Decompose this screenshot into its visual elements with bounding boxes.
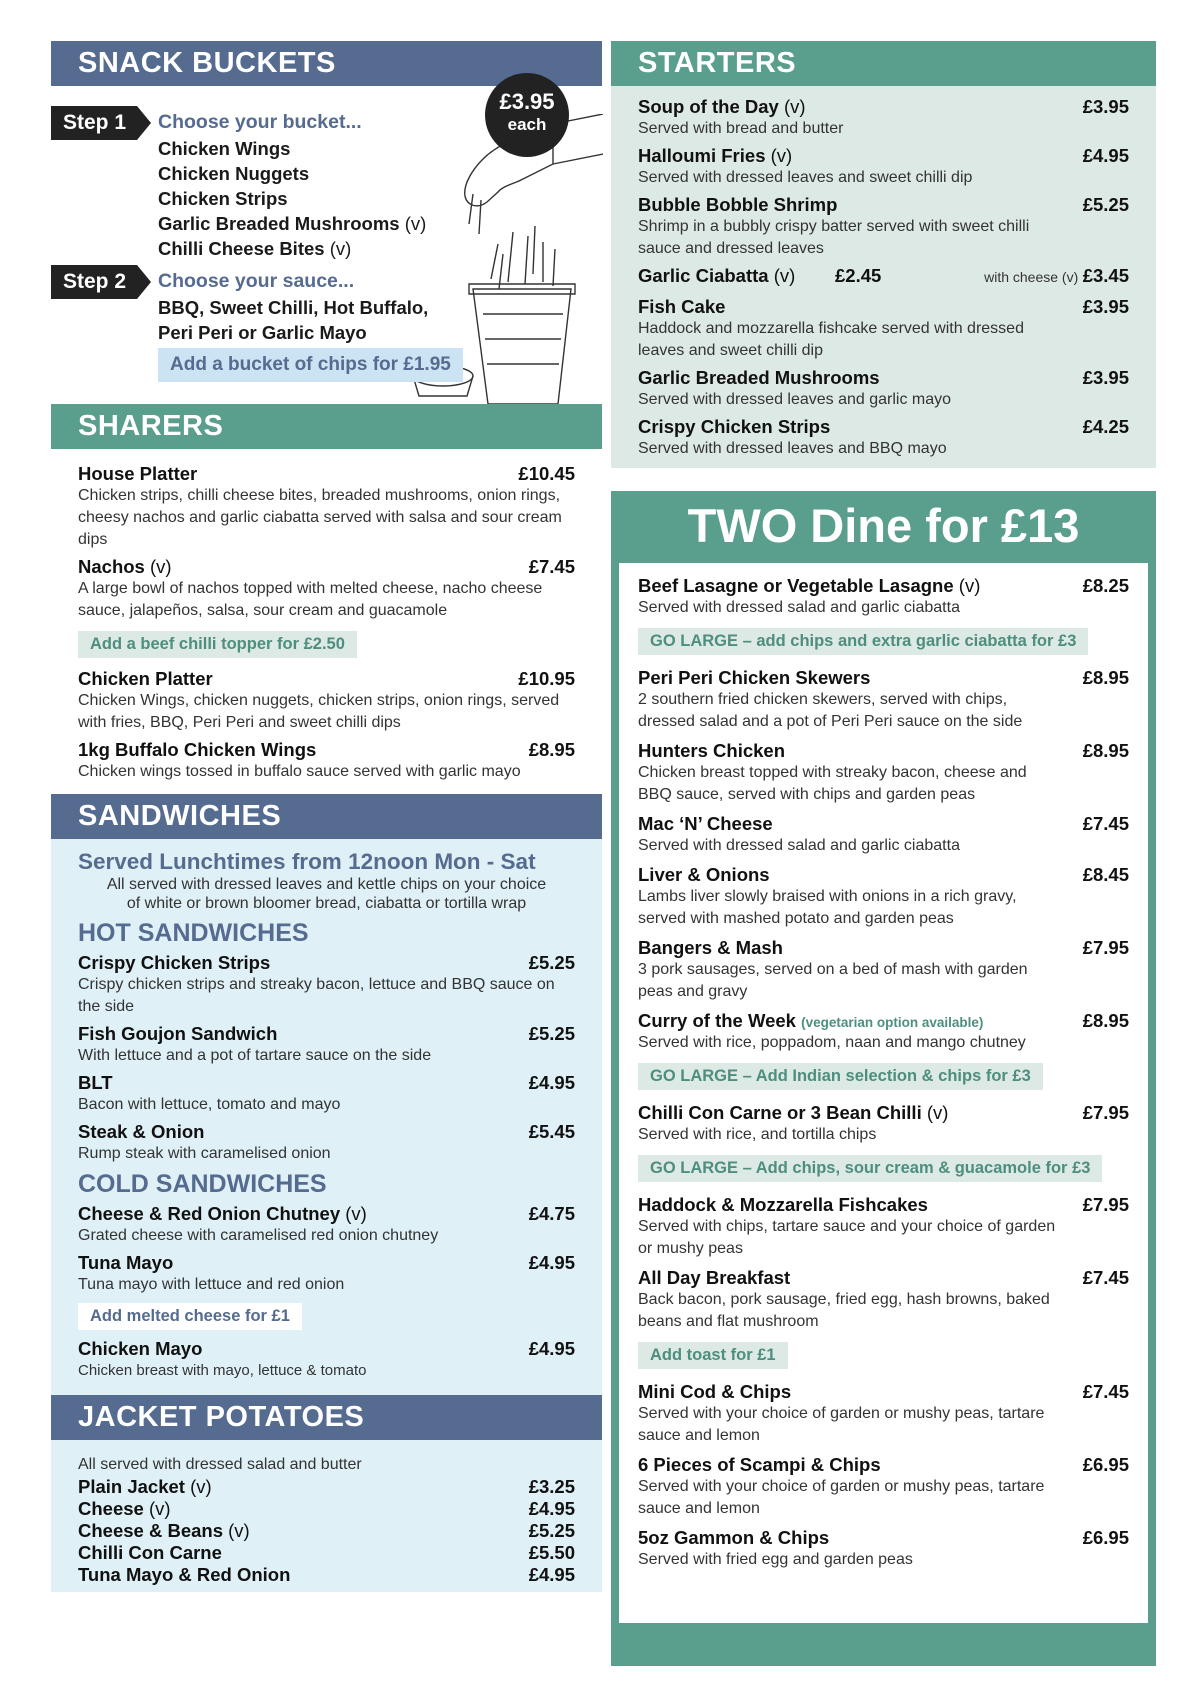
item-description: Served with rice, poppadom, naan and mango chutney: [638, 1034, 1026, 1051]
snack-buckets-heading: SNACK BUCKETS: [51, 41, 602, 86]
item-price: £8.95: [528, 739, 575, 760]
sharers-heading: SHARERS: [51, 404, 602, 449]
menu-item: Chicken Mayo £4.95 Chicken breast with mayo, lettuce & tomato: [78, 1338, 575, 1382]
menu-item: Haddock & Mozzarella Fishcakes £7.95 Served with chips, tartare sauce and your choice of garden or mushy peas: [638, 1194, 1129, 1260]
item-price: £4.95: [1082, 145, 1129, 166]
nachos-addon: Add a beef chilli topper for £2.50: [78, 631, 357, 658]
item-description: Lambs liver slowly braised with onions in a rich gravy, served with mashed potato and garden peas: [638, 888, 1017, 927]
menu-item: Bangers & Mash £7.95 3 pork sausages, served on a bed of mash with garden peas and gravy: [638, 937, 1129, 1003]
item-description: Shrimp in a bubbly crispy batter served with sweet chilli sauce and dressed leaves: [638, 218, 1030, 257]
item-price: £4.25: [1082, 416, 1129, 437]
hot-sandwiches-heading: HOT SANDWICHES: [78, 919, 309, 947]
jacket-note: All served with dressed salad and butter: [78, 1456, 362, 1473]
item-price: £6.95: [1082, 1454, 1129, 1475]
sandwiches-section: [51, 839, 602, 1395]
item-description: Bacon with lettuce, tomato and mayo: [78, 1096, 341, 1113]
two-dine-heading: TWO Dine for £13: [687, 499, 1080, 552]
item-price: £4.75: [528, 1203, 575, 1224]
go-large-addon: GO LARGE – add chips and extra garlic ciabatta for £3: [638, 628, 1088, 655]
menu-item: Bubble Bobble Shrimp £5.25 Shrimp in a bubbly crispy batter served with sweet chilli sauce and dressed leaves: [638, 194, 1129, 260]
item-description: Chicken Wings, chicken nuggets, chicken strips, onion rings, served with fries, BBQ, Peri Peri and sweet chilli dips: [78, 692, 560, 731]
item-description: Served with fried egg and garden peas: [638, 1551, 913, 1568]
item-price: £5.45: [528, 1121, 575, 1142]
menu-item: Cheese & Red Onion Chutney (v) £4.75 Grated cheese with caramelised red onion chutney: [78, 1203, 575, 1247]
item-price: £8.95: [1082, 667, 1129, 688]
item-price: £3.95: [1082, 367, 1129, 388]
item-price: £7.45: [1082, 1381, 1129, 1402]
item-description: Chicken wings tossed in buffalo sauce served with garlic mayo: [78, 763, 521, 780]
item-description: Served with dressed leaves and sweet chilli dip: [638, 169, 973, 186]
item-description: Back bacon, pork sausage, fried egg, hash browns, baked beans and flat mushroom: [638, 1291, 1050, 1330]
snack-buckets-section: [51, 86, 602, 404]
menu-item: Cheese (v) £4.95: [78, 1498, 575, 1519]
bucket-item: Chilli Cheese Bites (v): [158, 238, 352, 259]
item-price: £7.45: [528, 556, 575, 577]
menu-item: Hunters Chicken £8.95 Chicken breast topped with streaky bacon, cheese and BBQ sauce, served with chips and garden peas: [638, 740, 1129, 806]
step-1-label: Step 1: [51, 106, 137, 140]
step-1-heading: Choose your bucket...: [158, 111, 362, 133]
item-price: £7.95: [1082, 1194, 1129, 1215]
item-price: £10.95: [518, 668, 575, 689]
bucket-item: Chicken Wings: [158, 138, 291, 159]
item-price: £7.95: [1082, 1102, 1129, 1123]
item-price: £5.25: [1082, 194, 1129, 215]
menu-item: Peri Peri Chicken Skewers £8.95 2 southern fried chicken skewers, served with chips, dressed salad and a pot of Peri Peri sauce on the side: [638, 667, 1129, 733]
item-price: £5.25: [528, 952, 575, 973]
go-large-addon: GO LARGE – Add Indian selection & chips for £3: [638, 1063, 1043, 1090]
menu-item: Steak & Onion £5.45 Rump steak with caramelised onion: [78, 1121, 575, 1165]
item-description: Served with dressed salad and garlic ciabatta: [638, 837, 960, 854]
item-description: 3 pork sausages, served on a bed of mash with garden peas and gravy: [638, 961, 1028, 1000]
item-price: £6.95: [1082, 1527, 1129, 1548]
menu-item: 5oz Gammon & Chips £6.95 Served with fried egg and garden peas: [638, 1527, 1129, 1571]
menu-item: 6 Pieces of Scampi & Chips £6.95 Served with your choice of garden or mushy peas, tartare sauce and lemon: [638, 1454, 1129, 1520]
menu-item: BLT £4.95 Bacon with lettuce, tomato and mayo: [78, 1072, 575, 1116]
item-price: £4.95: [528, 1252, 575, 1273]
served-note: All served with dressed leaves and kettle chips on your choice of white or brown bloomer bread, ciabatta or tortilla wrap: [106, 876, 547, 912]
menu-item: Crispy Chicken Strips £5.25 Crispy chicken strips and streaky bacon, lettuce and BBQ sauce on the side: [78, 952, 575, 1018]
ciabatta-price: £2.45: [835, 265, 882, 286]
item-description: Served with bread and butter: [638, 120, 844, 137]
item-price: £7.95: [1082, 937, 1129, 958]
chips-addon: Add a bucket of chips for £1.95: [158, 348, 463, 382]
menu-item: Plain Jacket (v) £3.25: [78, 1476, 575, 1497]
sandwiches-heading: SANDWICHES: [51, 794, 602, 839]
item-description: Crispy chicken strips and streaky bacon, lettuce and BBQ sauce on the side: [78, 976, 555, 1015]
item-price: £3.95: [1082, 296, 1129, 317]
sauce-list: [158, 295, 428, 345]
item-description: A large bowl of nachos topped with melted cheese, nacho cheese sauce, jalapeños, salsa, sour cream and guacamole: [78, 580, 543, 619]
ciabatta-cheese-option: with cheese (v) £3.45: [984, 265, 1129, 286]
menu-item: Chicken Platter £10.95 Chicken Wings, chicken nuggets, chicken strips, onion rings, served with fries, BBQ, Peri Peri and sweet chilli dips: [78, 668, 575, 734]
menu-item: Garlic Breaded Mushrooms £3.95 Served with dressed leaves and garlic mayo: [638, 367, 1129, 411]
left-column: [51, 41, 602, 1592]
cold-sandwiches-heading: COLD SANDWICHES: [78, 1170, 327, 1198]
served-times: Served Lunchtimes from 12noon Mon - Sat: [78, 849, 536, 874]
menu-item: Mac ‘N’ Cheese £7.45 Served with dressed salad and garlic ciabatta: [638, 813, 1129, 857]
item-price: £7.45: [1082, 813, 1129, 834]
menu-item: Curry of the Week (vegetarian option available) £8.95 Served with rice, poppadom, naan and mango chutney: [638, 1010, 1129, 1054]
item-price: £10.45: [518, 463, 575, 484]
bucket-item: Garlic Breaded Mushrooms (v): [158, 213, 427, 234]
menu-item: Crispy Chicken Strips £4.25 Served with dressed leaves and BBQ mayo: [638, 416, 1129, 460]
starters-section: [611, 86, 1156, 468]
sauce-line: BBQ, Sweet Chilli, Hot Buffalo,: [158, 297, 429, 318]
menu-item: Fish Cake £3.95 Haddock and mozzarella fishcake served with dressed leaves and sweet chilli dip: [638, 296, 1129, 362]
menu-item: House Platter £10.45 Chicken strips, chilli cheese bites, breaded mushrooms, onion rings, cheesy nachos and garlic ciabatta served with salsa and sour cream dips: [78, 463, 575, 551]
item-price: £5.25: [528, 1023, 575, 1044]
menu-item: All Day Breakfast £7.45 Back bacon, pork sausage, fried egg, hash browns, baked beans and flat mushroom: [638, 1267, 1129, 1333]
item-description: 2 southern fried chicken skewers, served with chips, dressed salad and a pot of Peri Peri sauce on the side: [638, 691, 1023, 730]
starters-heading: STARTERS: [611, 41, 1156, 86]
menu-item: Chilli Con Carne £5.50: [78, 1542, 575, 1563]
item-price: £4.95: [528, 1338, 575, 1359]
item-price: £8.95: [1082, 1010, 1129, 1031]
menu-item: Halloumi Fries (v) £4.95 Served with dressed leaves and sweet chilli dip: [638, 145, 1129, 189]
menu-item: Cheese & Beans (v) £5.25: [78, 1520, 575, 1541]
item-description: Served with your choice of garden or mushy peas, tartare sauce and lemon: [638, 1478, 1045, 1517]
item-price: £5.50: [528, 1542, 575, 1563]
item-description: Served with rice, and tortilla chips: [638, 1126, 877, 1143]
item-price: £4.95: [528, 1498, 575, 1519]
menu-item: Beef Lasagne or Vegetable Lasagne (v) £8.25 Served with dressed salad and garlic ciabatta: [638, 575, 1129, 619]
item-description: Chicken breast with mayo, lettuce & tomato: [78, 1362, 367, 1379]
jacket-potatoes-section: [51, 1440, 602, 1592]
menu-item: Soup of the Day (v) £3.95 Served with bread and butter: [638, 96, 1129, 140]
garlic-ciabatta-item: Garlic Ciabatta (v) £2.45 with cheese (v) £3.45: [638, 265, 1129, 286]
item-price: £8.45: [1082, 864, 1129, 885]
step-2-heading: Choose your sauce...: [158, 270, 355, 292]
item-description: Chicken breast topped with streaky bacon, cheese and BBQ sauce, served with chips and garden peas: [638, 764, 1027, 803]
item-price: £8.95: [1082, 740, 1129, 761]
item-description: Served with dressed leaves and BBQ mayo: [638, 440, 947, 457]
go-large-addon: Add toast for £1: [638, 1342, 788, 1369]
two-dine-section: [611, 491, 1156, 1666]
two-dine-list: [619, 563, 1148, 1623]
menu-item: Tuna Mayo & Red Onion £4.95: [78, 1564, 575, 1585]
item-description: Rump steak with caramelised onion: [78, 1145, 331, 1162]
item-description: With lettuce and a pot of tartare sauce on the side: [78, 1047, 432, 1064]
item-description: Haddock and mozzarella fishcake served with dressed leaves and sweet chilli dip: [638, 320, 1024, 359]
sharers-section: [51, 449, 602, 794]
sauce-line: Peri Peri or Garlic Mayo: [158, 322, 367, 343]
menu-item: Fish Goujon Sandwich £5.25 With lettuce and a pot of tartare sauce on the side: [78, 1023, 575, 1067]
item-description: Served with your choice of garden or mushy peas, tartare sauce and lemon: [638, 1405, 1045, 1444]
tuna-addon: Add melted cheese for £1: [78, 1303, 302, 1330]
go-large-addon: GO LARGE – Add chips, sour cream & guacamole for £3: [638, 1155, 1102, 1182]
bucket-item: Chicken Nuggets: [158, 163, 310, 184]
step-2-label: Step 2: [51, 265, 137, 299]
menu-item: Nachos (v) £7.45 A large bowl of nachos topped with melted cheese, nacho cheese sauce, jalapeños, salsa, sour cream and guacamole: [78, 556, 575, 622]
badge-price: £3.95: [499, 89, 555, 114]
item-price: £4.95: [528, 1564, 575, 1585]
item-price: £5.25: [528, 1520, 575, 1541]
item-description: Served with dressed leaves and garlic mayo: [638, 391, 952, 408]
menu-item: 1kg Buffalo Chicken Wings £8.95 Chicken wings tossed in buffalo sauce served with garlic mayo: [78, 739, 575, 783]
menu-item: Mini Cod & Chips £7.45 Served with your choice of garden or mushy peas, tartare sauce and lemon: [638, 1381, 1129, 1447]
item-description: Served with dressed salad and garlic ciabatta: [638, 599, 960, 616]
badge-each: each: [507, 115, 547, 134]
item-description: Served with chips, tartare sauce and your choice of garden or mushy peas: [638, 1218, 1056, 1257]
jacket-potatoes-heading: JACKET POTATOES: [51, 1395, 602, 1440]
item-price: £3.25: [528, 1476, 575, 1497]
right-column: [611, 41, 1156, 1568]
item-price: £8.25: [1082, 575, 1129, 596]
item-description: Tuna mayo with lettuce and red onion: [78, 1276, 345, 1293]
item-price: £3.95: [1082, 96, 1129, 117]
item-price: £7.45: [1082, 1267, 1129, 1288]
item-description: Chicken strips, chilli cheese bites, breaded mushrooms, onion rings, cheesy nachos and garlic ciabatta served with salsa and sour cream dips: [78, 487, 562, 548]
menu-item: Liver & Onions £8.45 Lambs liver slowly braised with onions in a rich gravy, served with mashed potato and garden peas: [638, 864, 1129, 930]
price-badge: [485, 73, 569, 157]
menu-item: Chilli Con Carne or 3 Bean Chilli (v) £7.95 Served with rice, and tortilla chips: [638, 1102, 1129, 1146]
menu-item: Tuna Mayo £4.95 Tuna mayo with lettuce and red onion: [78, 1252, 575, 1296]
item-price: £4.95: [528, 1072, 575, 1093]
bucket-item: Chicken Strips: [158, 188, 288, 209]
bucket-list: [158, 136, 426, 261]
item-description: Grated cheese with caramelised red onion chutney: [78, 1227, 439, 1244]
